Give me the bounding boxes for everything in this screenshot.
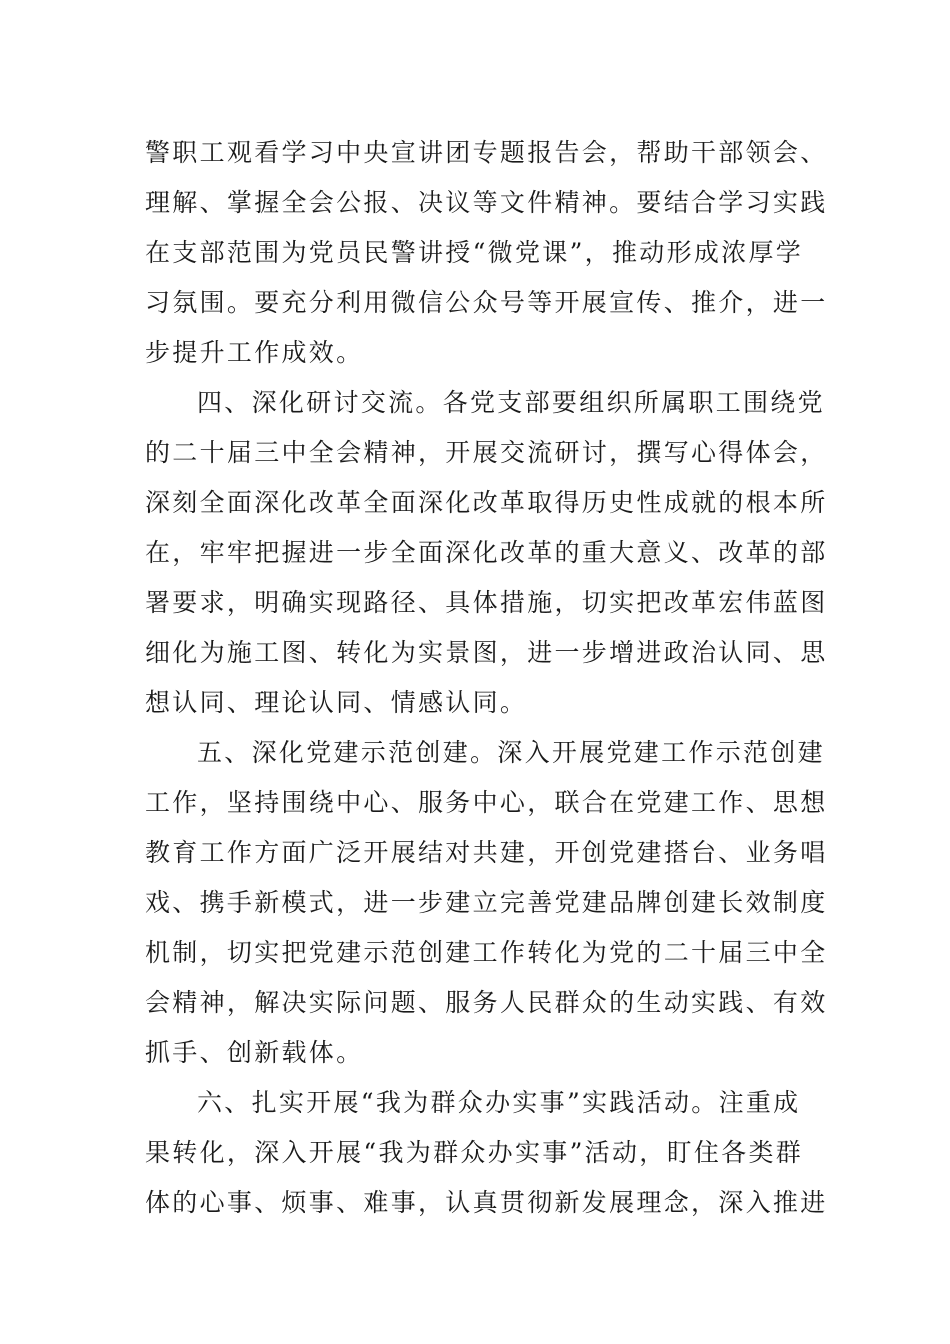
text-line: 习氛围。要充分利用微信公众号等开展宣传、推介，进一	[145, 288, 828, 317]
paragraph-heading-four: 四、深化研讨交流。各党支部要组织所属职工围绕党	[197, 388, 825, 417]
text-line: 在，牢牢把握进一步全面深化改革的重大意义、改革的部	[145, 538, 828, 567]
text-line: 深刻全面深化改革全面深化改革取得历史性成就的根本所	[145, 488, 828, 517]
text-line: 在支部范围为党员民警讲授“微党课”，推动形成浓厚学	[145, 238, 804, 267]
text-line: 机制，切实把党建示范创建工作转化为党的二十届三中全	[145, 938, 828, 967]
text-line: 步提升工作成效。	[145, 338, 364, 367]
text-line: 教育工作方面广泛开展结对共建，开创党建搭台、业务唱	[145, 838, 828, 867]
text-line: 果转化，深入开展“我为群众办实事”活动，盯住各类群	[145, 1138, 804, 1167]
text-line: 戏、携手新模式，进一步建立完善党建品牌创建长效制度	[145, 888, 828, 917]
text-line: 想认同、理论认同、情感认同。	[145, 688, 528, 717]
paragraph-heading-six: 六、扎实开展“我为群众办实事”实践活动。注重成	[197, 1088, 801, 1117]
paragraph-heading-five: 五、深化党建示范创建。深入开展党建工作示范创建	[197, 738, 825, 767]
text-line: 抓手、创新载体。	[145, 1038, 364, 1067]
text-line: 理解、掌握全会公报、决议等文件精神。要结合学习实践	[145, 188, 828, 217]
text-line: 署要求，明确实现路径、具体措施，切实把改革宏伟蓝图	[145, 588, 828, 617]
text-line: 工作，坚持围绕中心、服务中心，联合在党建工作、思想	[145, 788, 828, 817]
text-line: 警职工观看学习中央宣讲团专题报告会，帮助干部领会、	[145, 138, 828, 167]
text-line: 的二十届三中全会精神，开展交流研讨，撰写心得体会，	[145, 438, 828, 467]
text-line: 体的心事、烦事、难事，认真贯彻新发展理念，深入推进	[145, 1188, 828, 1217]
text-line: 细化为施工图、转化为实景图，进一步增进政治认同、思	[145, 638, 828, 667]
text-line: 会精神，解决实际问题、服务人民群众的生动实践、有效	[145, 988, 828, 1017]
